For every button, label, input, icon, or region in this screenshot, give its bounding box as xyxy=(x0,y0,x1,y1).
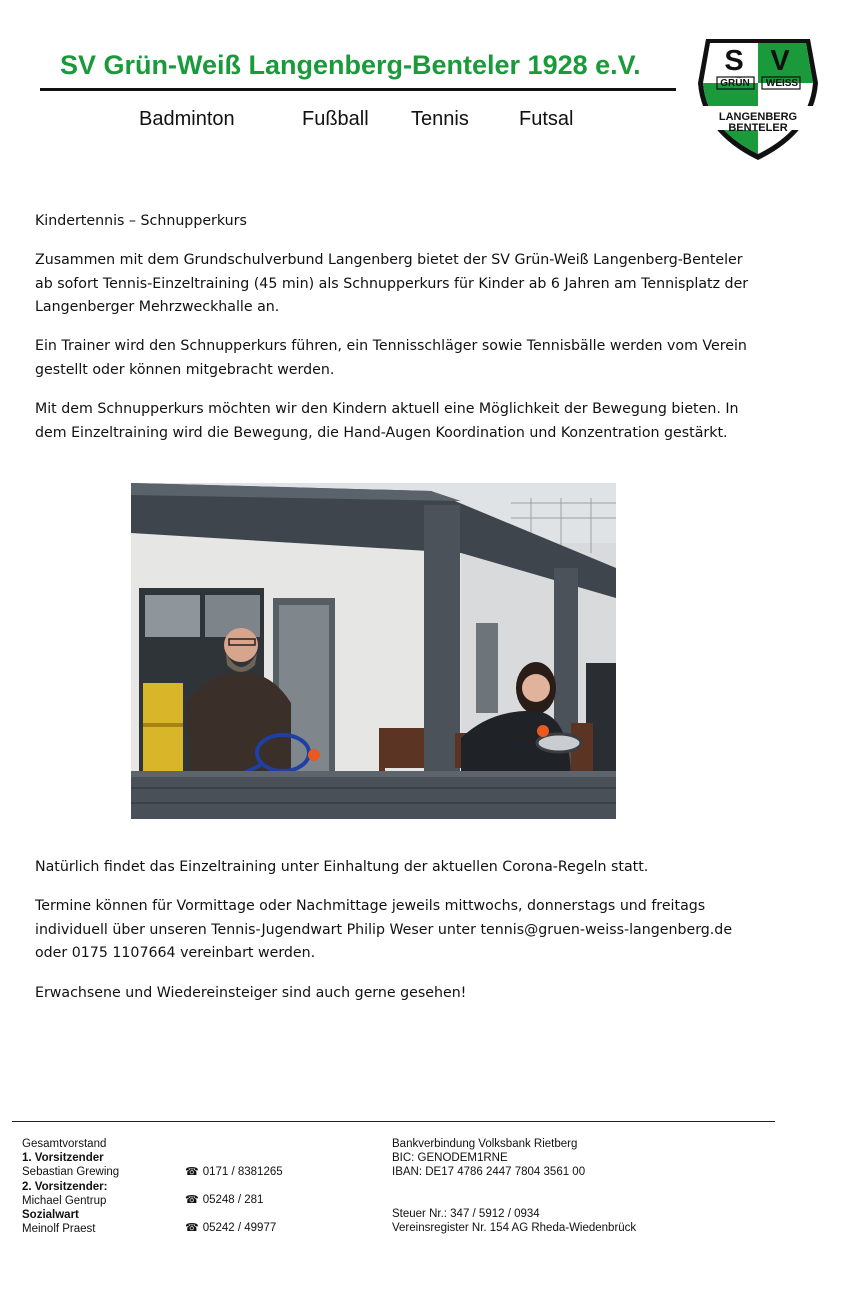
footer-board xyxy=(22,1137,119,1236)
board-label: Gesamtvorstand xyxy=(22,1138,107,1150)
svg-text:V: V xyxy=(770,45,790,77)
article-paragraph: Ein Trainer wird den Schnupperkurs führen, ein Tennisschläger sowie Tennisbälle werden vom Verein gestellt oder können mitgebracht werden. xyxy=(35,338,747,378)
article-paragraph: Erwachsene und Wiedereinsteiger sind auch gerne gesehen! xyxy=(35,985,467,1001)
chair2-phone: ☎ 05248 / 281 xyxy=(185,1194,264,1206)
chair2-label: 2. Vorsitzender: xyxy=(22,1180,108,1193)
svg-text:S: S xyxy=(724,45,744,77)
sport-fussball: Fußball xyxy=(302,108,369,130)
article-paragraph: Natürlich findet das Einzeltraining unter Einhaltung der aktuellen Corona-Regeln statt. xyxy=(35,859,649,875)
svg-text:WEISS: WEISS xyxy=(765,78,799,89)
tax-number: Steuer Nr.: 347 / 5912 / 0934 xyxy=(392,1208,540,1220)
social-label: Sozialwart xyxy=(22,1209,79,1222)
svg-text:LANGENBERG: LANGENBERG xyxy=(718,111,798,123)
club-logo xyxy=(694,33,822,163)
svg-text:BENTELER: BENTELER xyxy=(728,122,788,134)
article-heading: Kindertennis – Schnupperkurs xyxy=(35,213,247,229)
chair1-phone: ☎ 0171 / 8381265 xyxy=(185,1166,283,1178)
svg-text:GRÜN: GRÜN xyxy=(720,78,750,89)
footer-bank xyxy=(392,1137,585,1180)
article-paragraph: Termine können für Vormittage oder Nachmittage jeweils mittwochs, donnerstags und freitags individuell über unseren Tennis-Jugendwart Philip Weser unter tennis@gruen-weiss-langenberg.de oder 0175 1107664 vereinbart werden. xyxy=(35,898,733,961)
bank-iban: IBAN: DE17 4786 2447 7804 3561 00 xyxy=(392,1166,586,1179)
club-register: Vereinsregister Nr. 154 AG Rheda-Wiedenbrück xyxy=(392,1222,637,1235)
title-divider xyxy=(40,88,676,91)
chair1-name: Sebastian Grewing xyxy=(22,1166,120,1179)
sport-futsal: Futsal xyxy=(519,108,574,130)
chair2-name: Michael Gentrup xyxy=(22,1194,107,1207)
telephone-icon: ☎ xyxy=(185,1194,199,1206)
sport-badminton: Badminton xyxy=(139,108,235,130)
social-phone: ☎ 05242 / 49977 xyxy=(185,1222,277,1234)
bank-bic: BIC: GENODEM1RNE xyxy=(392,1152,508,1165)
bank-name: Bankverbindung Volksbank Rietberg xyxy=(392,1138,578,1150)
telephone-icon: ☎ xyxy=(185,1166,199,1178)
tennis-trainers-photo xyxy=(131,483,616,819)
club-title: SV Grün-Weiß Langenberg-Benteler 1928 e.V. xyxy=(60,50,641,80)
footer-divider xyxy=(12,1121,775,1122)
chair1-label: 1. Vorsitzender xyxy=(22,1152,104,1165)
social-name: Meinolf Praest xyxy=(22,1223,96,1236)
sport-tennis: Tennis xyxy=(411,108,469,130)
telephone-icon: ☎ xyxy=(185,1222,199,1234)
article-paragraph: Mit dem Schnupperkurs möchten wir den Kindern aktuell eine Möglichkeit der Bewegung bieten. In dem Einzeltraining wird die Bewegung, die Hand-Augen Koordination und Konzentration gestärkt. xyxy=(35,401,739,441)
article-paragraph: Zusammen mit dem Grundschulverbund Langenberg bietet der SV Grün-Weiß Langenberg-Benteler ab sofort Tennis-Einzeltraining (45 min) als Schnupperkurs für Kinder ab 6 Jahren am Tennisplatz der Langenberger Mehrzweckhalle an. xyxy=(35,252,749,315)
footer-registration xyxy=(392,1207,636,1235)
